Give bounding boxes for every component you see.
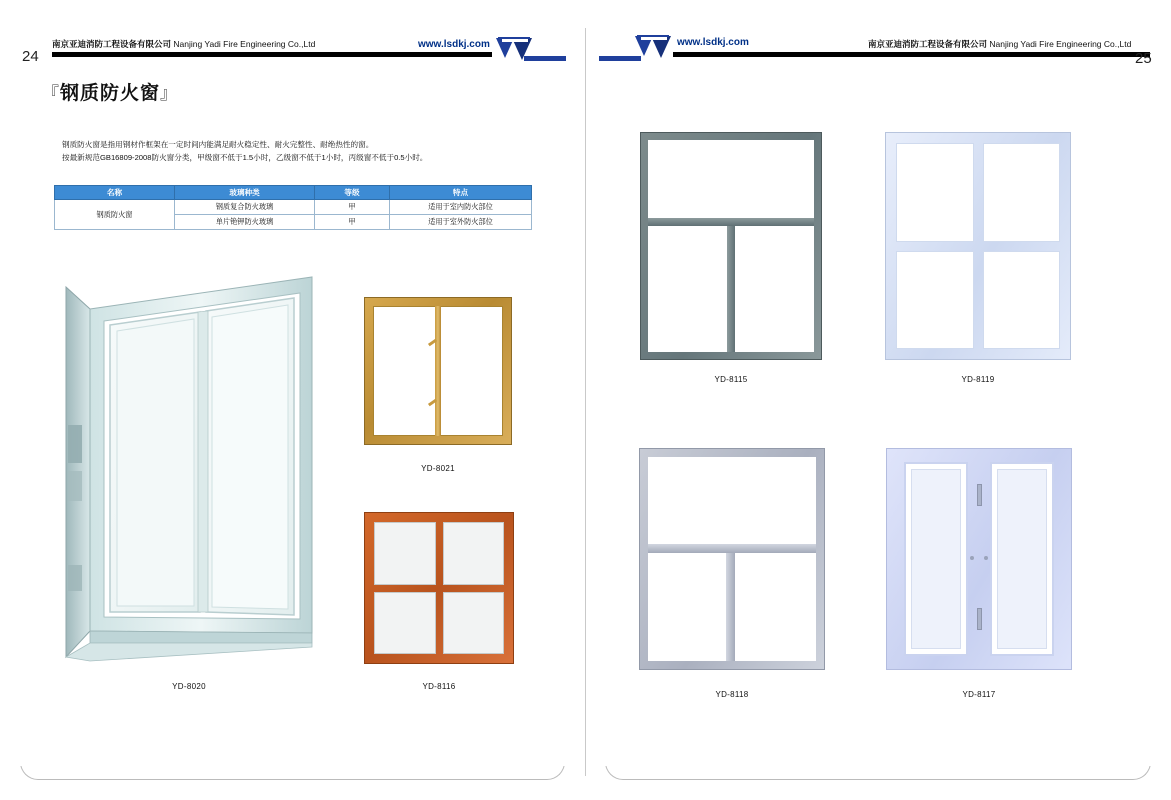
spread-seam xyxy=(585,28,586,776)
cell-grade-1: 甲 xyxy=(315,200,390,215)
right-page xyxy=(585,0,1171,800)
table-header-row xyxy=(55,186,532,200)
table-row xyxy=(55,200,532,215)
right-header-company-cn: 南京亚迪消防工程设备有限公司 xyxy=(868,39,988,49)
casement-lock-dot-icon xyxy=(984,556,988,560)
title-bracket-open: 『 xyxy=(42,84,60,103)
cell-glass-1: 钢质复合防火玻璃 xyxy=(175,200,315,215)
right-header-company-en: Nanjing Yadi Fire Engineering Co.,Ltd xyxy=(989,39,1132,49)
title-bracket-close: 』 xyxy=(160,84,179,103)
cell-feature-1: 适用于室内防火部位 xyxy=(390,200,532,215)
right-page-edge xyxy=(605,740,1151,780)
casement-lock-dot-icon xyxy=(970,556,974,560)
page-title xyxy=(42,78,178,105)
left-page-edge xyxy=(20,740,565,780)
casement-handle-icon xyxy=(977,608,982,630)
wood-frame-window-icon xyxy=(364,297,512,445)
right-header-company xyxy=(868,40,1131,62)
col-header-name: 名称 xyxy=(55,186,175,200)
intro-line-1: 钢质防火窗是指用钢材作框架在一定时间内能满足耐火稳定性、耐火完整性、耐绝热性的窗。 xyxy=(62,140,374,149)
caption-yd-8119: YD-8119 xyxy=(961,375,995,384)
caption-yd-8115: YD-8115 xyxy=(714,375,748,384)
intro-line-2: 按最新规范GB16809-2008防火窗分类，甲级窗不低于1.5小时，乙级窗不低于1小时，丙级窗不低于0.5小时。 xyxy=(62,153,428,163)
right-header-rule xyxy=(673,52,1150,57)
casement-handle-icon xyxy=(977,484,982,506)
left-header-rule-accent xyxy=(524,56,566,61)
gray-three-pane-window-icon xyxy=(639,448,825,670)
left-header-company-en: Nanjing Yadi Fire Engineering Co.,Ltd xyxy=(173,39,316,49)
right-page-number: 25 xyxy=(1135,50,1152,67)
left-header-company-cn: 南京亚迪消防工程设备有限公司 xyxy=(52,39,172,49)
intro-paragraph xyxy=(62,138,532,165)
spec-table xyxy=(54,185,532,230)
caption-yd-8021: YD-8021 xyxy=(421,464,455,473)
casement-pair-window-icon xyxy=(886,448,1072,670)
left-header-rule xyxy=(52,52,492,57)
cell-glass-2: 单片铯钾防火玻璃 xyxy=(175,215,315,230)
col-header-grade: 等级 xyxy=(315,186,390,200)
caption-yd-8020: YD-8020 xyxy=(172,682,206,691)
left-page xyxy=(0,0,585,800)
caption-yd-8118: YD-8118 xyxy=(715,690,749,699)
dark-gray-window-icon xyxy=(640,132,822,360)
sliding-window-3d-icon xyxy=(60,265,318,675)
left-header-company xyxy=(52,40,315,62)
caption-yd-8117: YD-8117 xyxy=(962,690,996,699)
light-four-pane-window-icon xyxy=(885,132,1071,360)
col-header-feature: 特点 xyxy=(390,186,532,200)
right-header-url: www.lsdkj.com xyxy=(677,37,749,48)
cell-grade-2: 甲 xyxy=(315,215,390,230)
right-header-rule-accent xyxy=(599,56,641,61)
caption-yd-8116: YD-8116 xyxy=(422,682,456,691)
left-page-number: 24 xyxy=(22,48,39,65)
title-text: 钢质防火窗 xyxy=(60,83,161,104)
left-header-url: www.lsdkj.com xyxy=(418,39,490,50)
orange-four-pane-window-icon xyxy=(364,512,514,664)
cell-feature-2: 适用于室外防火部位 xyxy=(390,215,532,230)
cell-product-name: 钢质防火窗 xyxy=(55,200,175,230)
col-header-glass: 玻璃种类 xyxy=(175,186,315,200)
